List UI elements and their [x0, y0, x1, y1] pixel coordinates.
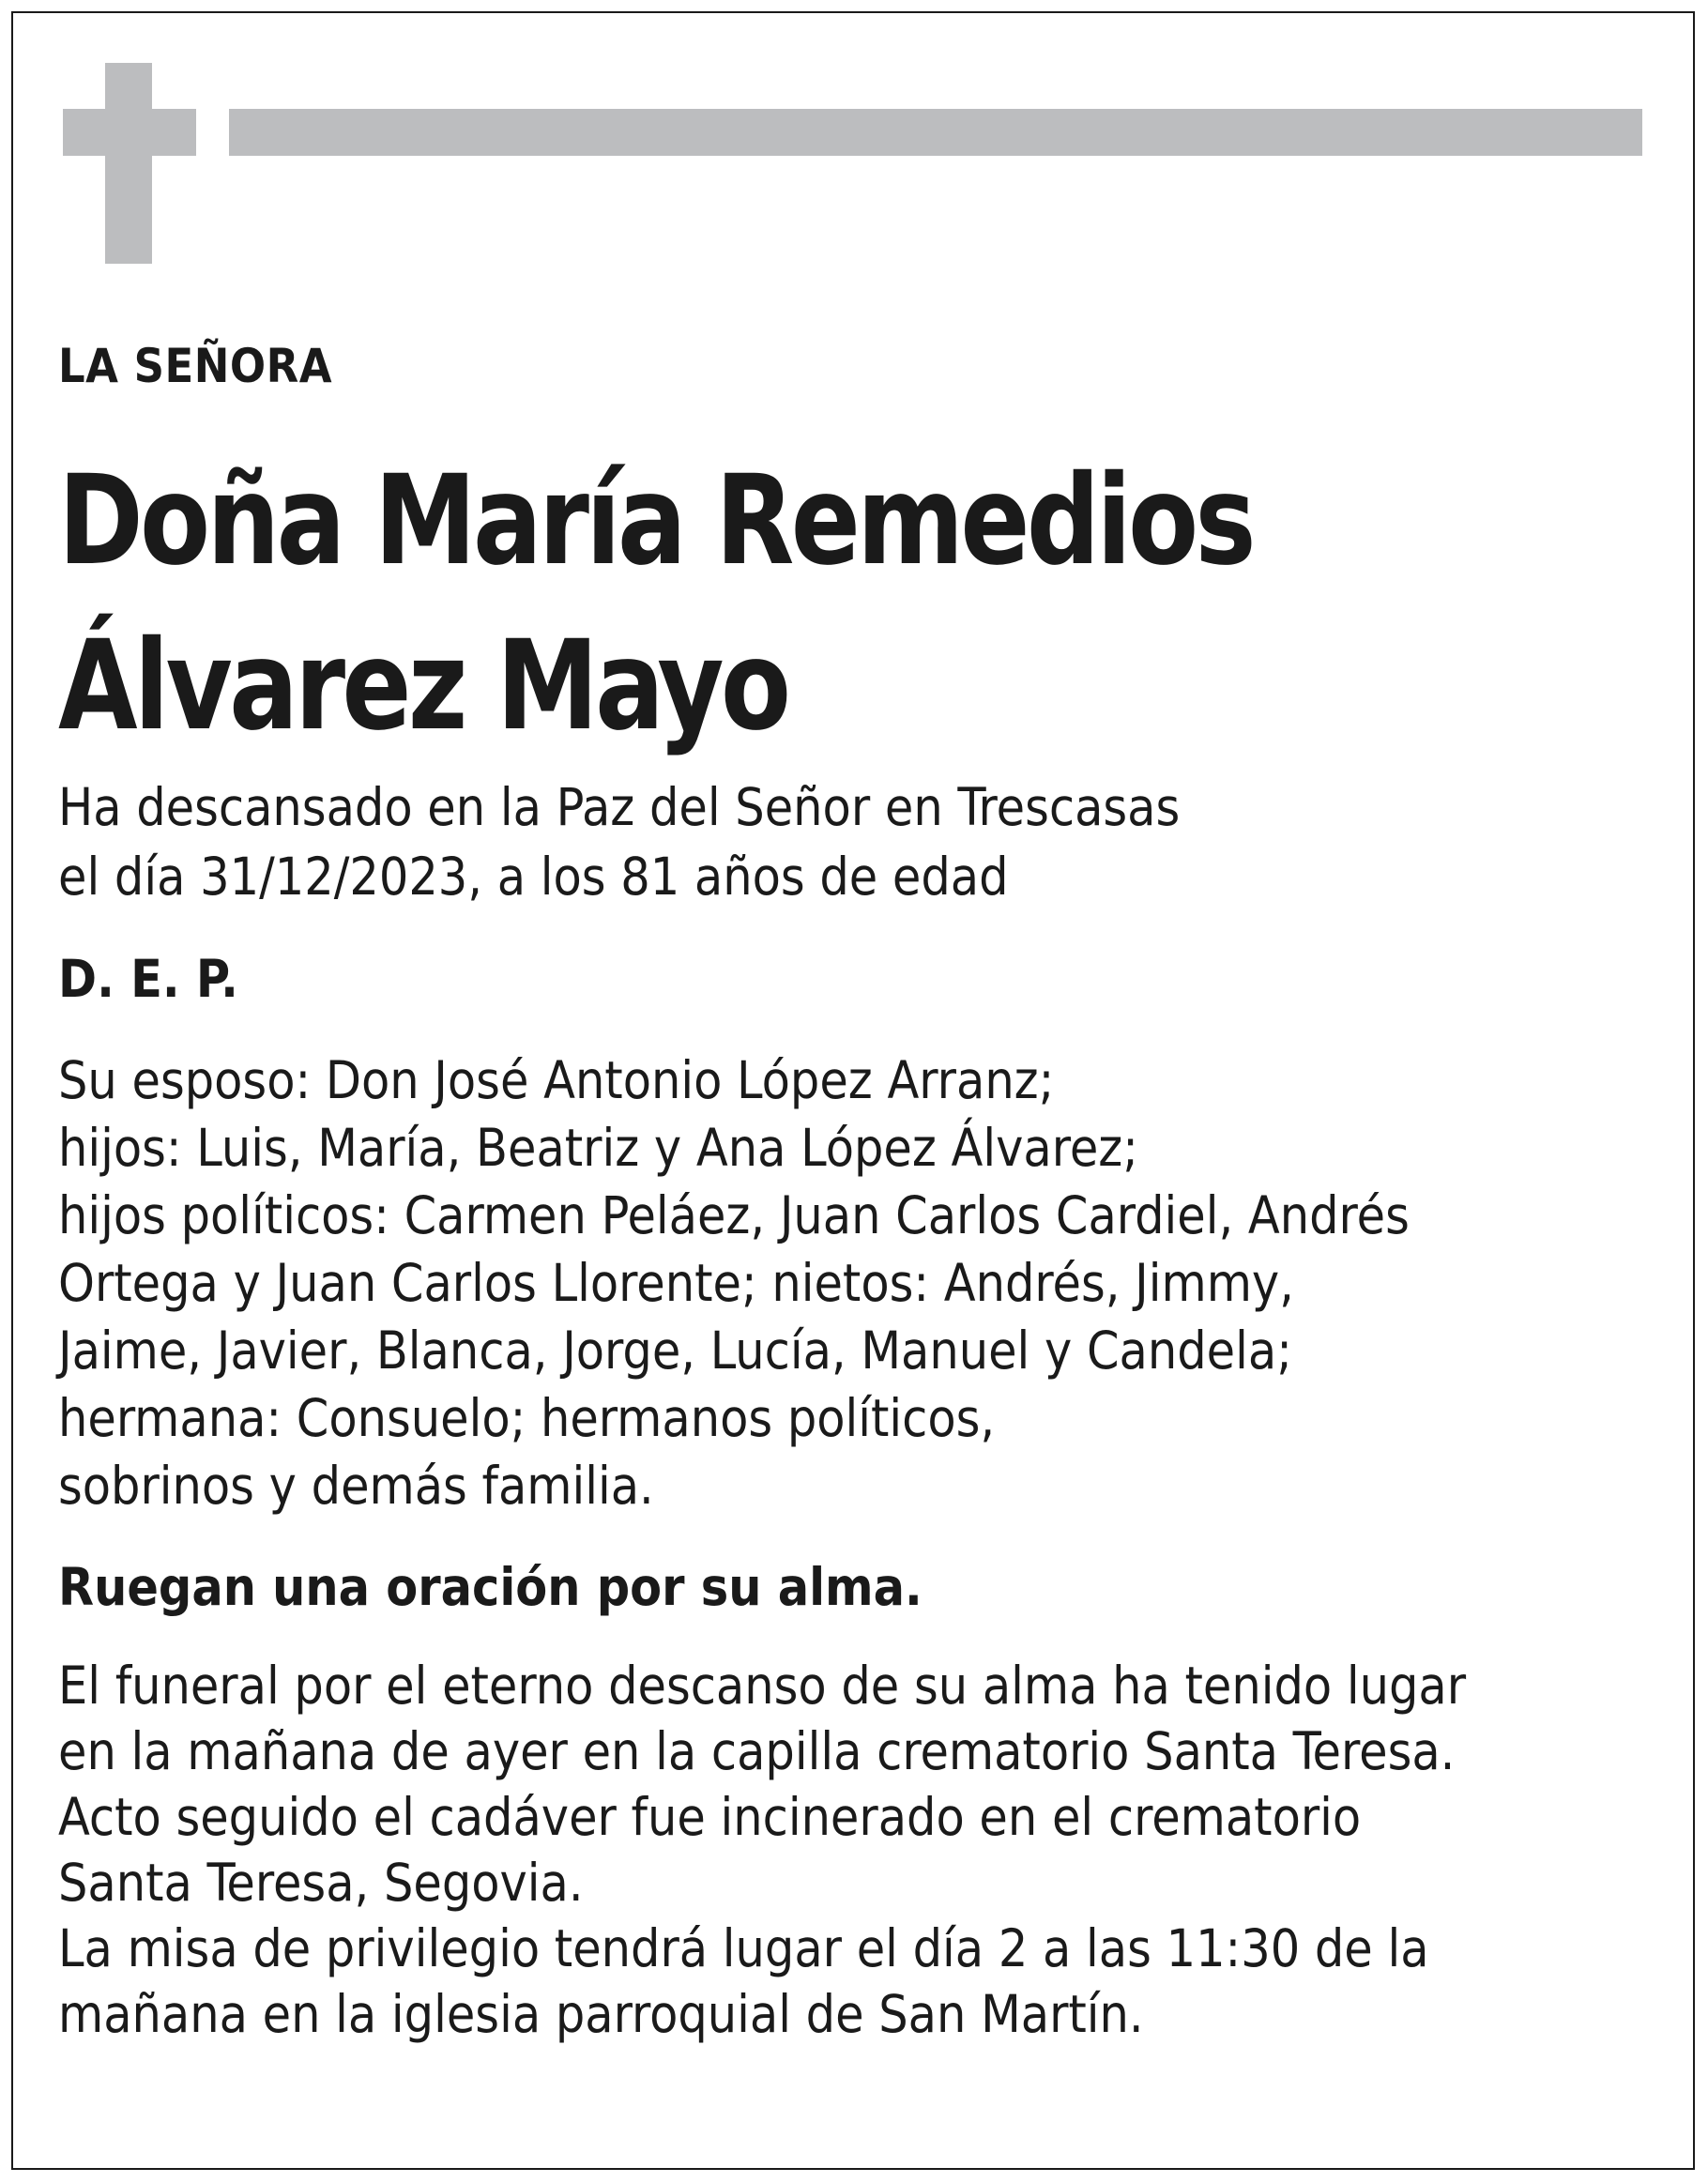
funeral-details: [58, 1653, 1654, 2047]
header-divider-bar: [229, 109, 1642, 156]
deceased-name-line-2: Álvarez Mayo: [58, 614, 788, 758]
deceased-name-line-1: Doña María Remedios: [58, 449, 1253, 593]
title-prefix: LA SEÑORA: [58, 339, 333, 393]
family-line: Jaime, Javier, Blanca, Jorge, Lucía, Manuel y Candela;: [58, 1320, 1292, 1381]
deceased-name: [58, 438, 1526, 769]
funeral-line: Santa Teresa, Segovia.: [58, 1853, 584, 1913]
dep-abbreviation: D. E. P.: [58, 949, 238, 1009]
family-line: hijos políticos: Carmen Peláez, Juan Carlos Cardiel, Andrés: [58, 1185, 1410, 1245]
cross-icon-arm: [63, 109, 196, 156]
funeral-line: El funeral por el eterno descanso de su alma ha tenido lugar: [58, 1656, 1467, 1716]
prayer-request: Ruegan una oración por su alma.: [58, 1557, 923, 1617]
death-notice: [58, 772, 1654, 911]
obituary-content: [58, 328, 1654, 2047]
funeral-line: Acto seguido el cadáver fue incinerado en el crematorio: [58, 1787, 1362, 1847]
family-line: sobrinos y demás familia.: [58, 1456, 654, 1516]
family-line: Ortega y Juan Carlos Llorente; nietos: Andrés, Jimmy,: [58, 1253, 1294, 1313]
funeral-line: La misa de privilegio tendrá lugar el día 2 a las 11:30 de la: [58, 1918, 1429, 1978]
death-notice-line-2: el día 31/12/2023, a los 81 años de edad: [58, 847, 1009, 907]
family-line: Su esposo: Don José Antonio López Arranz;: [58, 1050, 1055, 1110]
funeral-line: en la mañana de ayer en la capilla crematorio Santa Teresa.: [58, 1721, 1456, 1781]
family-line: hermana: Consuelo; hermanos políticos,: [58, 1388, 996, 1448]
family-list: [58, 1046, 1654, 1519]
cross-icon: [105, 63, 152, 264]
funeral-line: mañana en la iglesia parroquial de San Martín.: [58, 1984, 1144, 2044]
death-notice-line-1: Ha descansado en la Paz del Señor en Trescasas: [58, 777, 1181, 837]
family-line: hijos: Luis, María, Beatriz y Ana López Álvarez;: [58, 1118, 1138, 1178]
